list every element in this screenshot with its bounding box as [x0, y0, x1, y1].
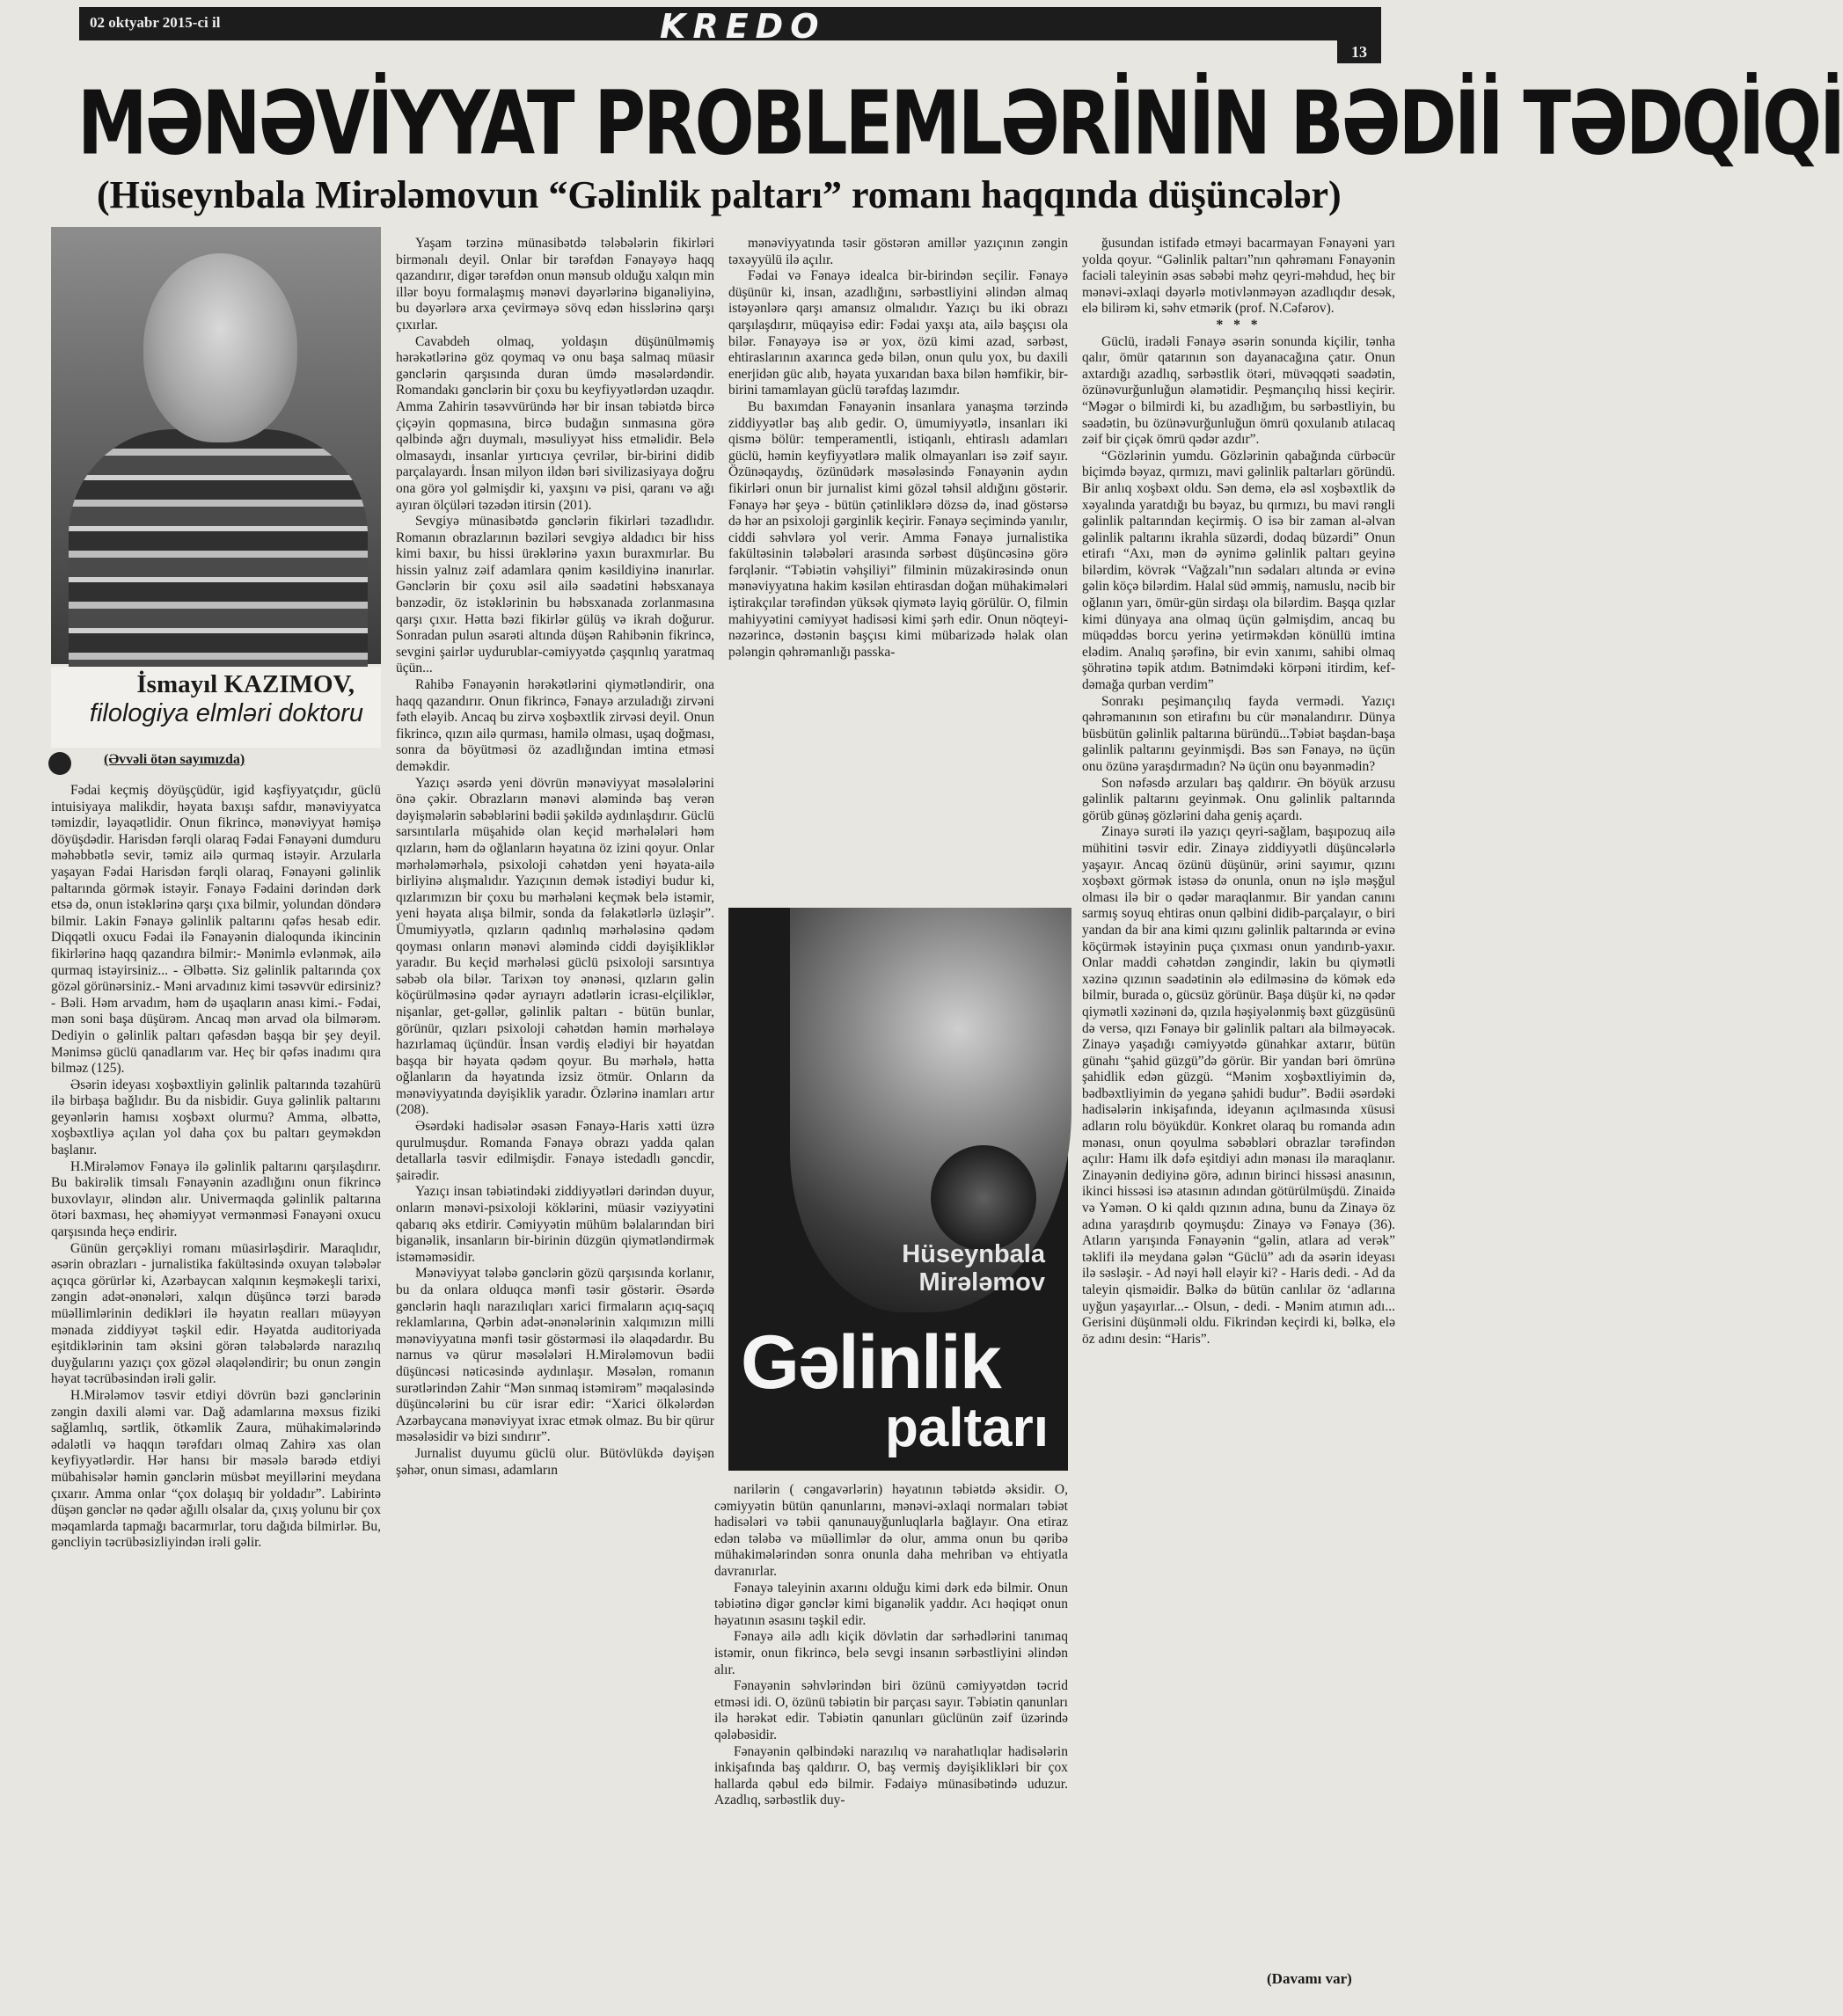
- paragraph: Yaşam tərzinə münasibətdə tələbələrin fikirləri birmənalı deyil. Onlar bir tərəfdən Fənayəyə haqq qazandırır, digər tərəfdən onun mənsub olduğu xalqın min illər boyu formalaşmış mənəvi dəyərlərinə biganəliyinə, bu dəyərlərə arxa çevirməyə sövq edən hisslərinə qarşı çıxırlar.: [396, 236, 714, 332]
- top-bar: [79, 7, 1381, 46]
- author-title: filologiya elmləri doktoru: [89, 699, 363, 727]
- paragraph: Fədai keçmiş döyüşçüdür, igid kəşfiyyatçıdır, güclü intuisiyaya malikdir, həyata baxışı safdır, mənəviyyatca təmizdir, ləyaqətlidir. Onun fikrincə, mənəviyyat həmişə döyüşdədir. Harisdən fərqli olaraq Fədai Fənayəni dumduru məhəbbətlə sevir, təmiz ailə qurmaq istəyir. Arzularla yaşayan Fədai Harisdən fərqli olaraq, Fənayəni gəlinlik paltarında görmək istəyir. Fənayə Fədaini dərindən dərk etsə də, onun istəklərinə qarşı çıxa bilmir, yolundan döndərə bilmir. Lakin Fənayə gəlinlik paltarını qəfəs hesab edir. Diqqətli oxucu Fədai ilə Fənayənin dialoqunda ikincinin fikirlərinə haqq qazandıra bilmir:- Mənimlə evlənmək, ailə qurmaq istəyirsiniz... - Əlbəttə. Siz gəlinlik paltarında çox gözəl görünərsiniz.- Məni arvadınız kimi təsəvvür edirsiniz? - Bəli. Həm arvadım, həm də uşaqların anası kimi.- Fədai, mən soni başa düşürəm. Ancaq mən arvad ola bilmərəm. Dediyin o gəlinlik paltarı qəfəsdən başqa bir şey deyil. Mənimsə güclü qanadlarım var. Heç bir qəfəs inadımı qıra bilməz (125).: [51, 783, 381, 1077]
- column-1: [51, 783, 381, 1970]
- author-sweater: [69, 429, 368, 676]
- paragraph: Günün gerçəkliyi romanı müasirləşdirir. Maraqlıdır, əsərin obrazları - jurnalistika fakültəsində oxuyan tələbələr açıqca görürlər ki, Azərbaycan xalqının keşməkeşli tarixi, zəngin adət-ənənələri, xalqın düşüncə tərzi barədə müəllimlərinin dedikləri ilə həyatın realları müəyyən mənada ziddiyyət təşkil edir. Həyatda auditoriyada eşitdiklərinin tam əksini görən tələbələrdə narazılıq duyğularını yazıçı çox gözəl əlaqələndirir; bu onun zəngin həyat təcrübəsindən irəli gəlir.: [51, 1240, 381, 1387]
- article-subheadline: (Hüseynbala Mirələmovun “Gəlinlik paltarı” romanı haqqında düşüncələr): [97, 173, 1342, 216]
- section-separator: * * *: [1216, 317, 1262, 332]
- author-face: [143, 253, 297, 442]
- paragraph: Zinayə surəti ilə yazıçı qeyri-sağlam, başıpozuq ailə mühitini təsvir edir. Zinayə ziddiyyətli düşüncələrlə yaşayır. Ancaq özünü düşünür, ərini sayımır, qızını xoşbəxt görmək istəsə də onunla, onun nə işlə məşğul olması ilə bir o qədər maraqlanmır. Bir yandan canını sarmış soyuq ehtiras onun qəlbini didib-parçalayır, o biri yandan da bir ana kimi qızını gəlinlik paltarında ər evinə köçürmək istəyinin puça çıxması onun yandırıb-yaxır. Onlar maddi cəhətdən zəngindir, lakin bu qiymətli xəzinə qızının səadətinin ələ edilməsinə də kömək edə bilmir, burada o, gücsüz görünür. Başa düşür ki, nə qədər qiymətli xəzinəni də, qızıla həşiyələnmiş bəxt güzgüsünü də versə, qızı Fənayə bir gəlinlik paltarı ala bilməyəcək. Zinayə yaşadığı cəmiyyətdə günahkar axtarır, bütün günahı “şahid güzgü”də görür. Bir yandan bəri ömrünə şahidlik edən güzgü. “Mənim xoşbəxtliyimin də, bədbəxtliyimin də yeganə şahidi budur”. Bədii əsərdəki hadisələrin inkişafında, ideyanın açılmasında xüsusi adların rolu böyükdür. Konkret olaraq bu romanda adın mənası, onun qoyulma səbəbləri obrazlar tərəfindən açılır: Hamı ilk dəfə eşitdiyi adın mənası ilə maraqlanır. Zinayənin dediyinə görə, adının birinci hissəsi anasının, ikinci hissəsi isə atasının adından götürülmüşdü. Zinaidə və Yəmən. O ki qaldı qızının adına, bunu da Zinayə öz adına yaraşdırıb qoymuşdu: Zinayə və Fənayə (36). Atların yarışında Fənayənin “gəlin, atlara ad verək” təklifi ilə meydana gələn “Güclü” adı da əsərin ideyası ilə səsləşir. - Ad nəyi həll eləyir ki? - Haris dedi. - Ad da taleyin qisməidir. Bəlkə də bütün canlılar öz ‘adlarına uyğun yaşayırlar...- Olsun, - dedi. - Mənim atımın adı... Gerisini düşünməli oldu. Fikrindən keçirdi ki, bəlkə, elə öz adını desin: “Haris”.: [1082, 824, 1395, 1347]
- column-3-bottom: [714, 1482, 1068, 1970]
- paragraph: Jurnalist duyumu güclü olur. Bütövlükdə dəyişən şəhər, onun siması, adamların: [396, 1445, 714, 1478]
- bullet-icon: [48, 752, 71, 775]
- column-2: [396, 236, 714, 1973]
- paragraph: “Gözlərinin yumdu. Gözlərinin qabağında cürbəcür biçimdə bəyaz, qırmızı, mavi gəlinlik paltarları göründü. Bir anlıq xoşbəxt oldu. Sən demə, elə əsl xoşbəxtlik də xəyalında yaratdığı bu bəyaz, bu qırmızı, bu mavi rəngli gəlinlik paltarından keçirmiş. O isə bir zaman al-əlvan gəlinlik paltarını ikrahla süzərdi, dodaq büzərdi” Onun etirafı “Axı, mən də əynimə gəlinlik paltarı geyinə bilərdim, kövrək “Vağzalı”nın sədaları altında ər evinə gəlin köçə bilərdim. Halal süd əmmiş, namuslu, nəcib bir oğlanın yarı, ömür-gün sirdaşı ola bilərdim. Başqa qızlar kimi dünyaya ana olmaq üçün gəlmişdim, ancaq bu müqəddəs borcu yerinə yetirməkdən könüllü imtina elədim. Analıq şərəfinə, bir evin xanımı, sahibi olmaq şöhrətinə təpik atdım. Bətnimdəki körpəni itirdim, kef-dəmağa qurban verdim”: [1082, 448, 1395, 693]
- paragraph: H.Mirələmov təsvir etdiyi dövrün bəzi gənclərinin zəngin daxili aləmi var. Dağ adamlarına məxsus fiziki sağlamlıq, sərtlik, ötkəmlik Zaura, mühakimələrində ədalətli və haqqın tərəfdarı olmaq Zahirə xas olan keyfiyyətlərdir. Hər hansı bir məsələ barədə etdiyi mübahisələr həmin gənclərin müsbət meyillərini meydana çıxarır. Amma onlar “çox dolaşıq bir yoldadır”. Labirintə düşən gənclər nə qədər ağıllı olsalar da, çıxış yolunu bir çox məqamlarda tapmağı bacarmırlar, toru dağıda bilmirlər. Bu, gəncliyin təcrübəsizliyindən irəli gəlir.: [51, 1387, 381, 1551]
- page-number: 13: [1337, 40, 1381, 63]
- book-title-line1: Gəlinlik: [741, 1320, 1000, 1405]
- book-cover-image: [728, 908, 1068, 1471]
- newspaper-logo: KREDO: [660, 7, 826, 46]
- paragraph: Fənayə ailə adlı kiçik dövlətin dar sərhədlərini tanımaq istəmir, onun fikrincə, belə sevgi insanın sərbəstliyini əlindən alır.: [714, 1629, 1068, 1677]
- book-title-line2: paltarı: [884, 1398, 1049, 1458]
- author-name: İsmayıl KAZIMOV,: [136, 670, 355, 698]
- column-4: [1082, 236, 1395, 1964]
- paragraph: Güclü, iradəli Fənayə əsərin sonunda kiçilir, tənha qalır, ömür qatarının son dayanacağına çatır. Onun axtardığı azadlıq, sərbəstlik ötəri, müvəqqəti səadətin, özünəvurğunluğun əlamətidir. Peşmançılıq hissi keçirir. “Məgər o bilmirdi ki, bu azadlığım, bu sərbəstliyin, bu səadətin, bu özünəvurğunluğun ömrü qoxulanıb atılacaq zəif bir çiçək ömrü qədər azdır”.: [1082, 333, 1395, 448]
- paragraph: H.Mirələmov Fənayə ilə gəlinlik paltarını qarşılaşdırır. Bu bakirəlik timsalı Fənayənin azadlığını onun fikrincə buxovlayır, əlindən alır. Univermaqda gəlinlik paltarına ötəri baxması, heç əhəmiyyət vermənməsi Fənayəni oxucu qarşısında heçə endirir.: [51, 1158, 381, 1240]
- continued-note: (Davamı var): [1267, 1970, 1352, 1987]
- book-author: Hüseynbala Mirələmov: [902, 1240, 1045, 1297]
- paragraph: Əsərin ideyası xoşbəxtliyin gəlinlik paltarında təzahürü ilə birbaşa bağlıdır. Bu da nisbidir. Guya gəlinlik paltarını geyənlərin hamısı xoşbəxt olurmu? Amma, əlbəttə, xoşbəxtliyə açılan yol daha çox bu paltarı geyməkdən başlanır.: [51, 1077, 381, 1158]
- paragraph: Mənəviyyat tələbə gənclərin gözü qarşısında korlanır, bu da onlara olduqca mənfi təsir göstərir. Əsərdə gənclərin haqlı narazılıqları xarici firmaların açıq-saçıq reklamlarına, Qərbin adət-ənənələrinin xalqımızın milli mənəviyyatına mənfi təsir göstərməsi ilə əlaqədardır. Bu narnus və qürur məsələləri H.Mirələmovun bədii düşüncəsi nəticəsində aydınlaşır. Məsələn, romanın surətlərindən Zahir “Mən sınmaq istəmirəm” məqaləsində düşüncələrini bu cür israr edir: “Xarici ölkələrdən Azərbaycana mənəviyyat ixrac etmək olmaz. Bu bir qürur məsələsidir və bizi sındırır”.: [396, 1266, 714, 1445]
- issue-date: 02 oktyabr 2015-ci il: [90, 14, 221, 31]
- paragraph: Fənayənin qəlbindəki narazılıq və narahatlıqlar hadisələrin inkişafında baş qaldırır. O, baş vermiş dəyişiklikləri bir çox hallarda qəbul edə bilmir. Fədaiyə münasibətində uduzur. Azadlıq, sərbəstlik duy-: [714, 1743, 1068, 1808]
- paragraph: Bu baxımdan Fənayənin insanlara yanaşma tərzində ziddiyyətlər baş alıb gedir. O, ümumiyyətlə, insanları iki qismə bölür: temperamentli, istiqanlı, ehtiraslı adamları güclü, həmin keyfiyyətlərə malik olmayanları isə zəif sayır. Özünəqaydış, özünüdərk məsələsində Fənayənin aydın fikirləri onun bir jurnalist kimi gözəl təhsil aldığını göstərir. Fənayə hər şeyə - bütün çətinliklərə dözsə də, inad göstərsə də hər an psixoloji gərginlik keçirir. Fənayə seçimində yanılır, ciddi səhvlərə yol verir. Amma Fənayə jurnalistika fakültəsinin tələbələri arasında sərbəst düşüncəsinə görə fərqlənir. “Təbiətin vəhşiliyi” filminin müzakirəsində onun mənəviyyatına hakim kəsilən ehtirasdan doğan mühakimələri iştirakçılar tərəfindən yüksək qiymətə layiq görülür. O, filmin mahiyyətini cəmiyyət hadisəsi kimi şərh edir. Onun nöqteyi-nəzərincə, dəstənin başçısı kimi mübarizədə həlak olan pələngin qəhrəmanlığı passka-: [728, 398, 1068, 660]
- cover-emblem: [931, 1145, 1036, 1251]
- paragraph: Rahibə Fənayənin hərəkətlərini qiymətləndirir, ona haqq qazandırır. Onun fikrincə, Fənayə arzuladığı zirvəni fəth eləyib. Ancaq bu zirvə xoşbəxtlik zirvəsi deyil. Onun fikrincə, qızın ailə qurması, hamilə olması, uşaq doğması, sonra da böyütməsi öz azadlığından imtina etməsi deməkdir.: [396, 677, 714, 774]
- paragraph: Yazıçı əsərdə yeni dövrün mənəviyyat məsələlərini önə çəkir. Obrazların mənəvi aləmində baş verən dəyişmələrin səbəblərini bədii şəkildə aydınlaşdırır. Güclü sarsıntılarla müşahidə olan keçid mərhələləri həm qızların, həm də oğlanların həyatına öz izini qoyur. Onlar mərhələmərhələ, psixoloji cəhətdən yeni həyata-ailə birliyinə alışmalıdır. Yazıçının demək istədiyi budur ki, qızlarımızın bir çoxu bu mərhələni keçmək belə istəmir, yeni həyata alışa bilmir, sonda da fəlakətlərlə üzləşir”. Ümumiyyətlə, qızların qadınlıq mərhələsinə qədəm qoyması onların mənəvi aləmində ciddi dəyişikliklər yaradır. Bu keçid mərhələsi güclü psixoloji sarsıntıya səbəb ola bilər. Tarixən toy ənənəsi, qızların gəlin köçürülməsinə qədər ayrıayrı adətlərin icrası-elçiliklər, nişanlar, get-gəllər, gəlinlik paltarı - bütün bunlar, görünür, qızları psixoloji cəhətdən həmin mərhələyə hazırlamaq üçündür. İnsan vərdiş elədiyi bir həyatdan başqa bir həyata qədəm qoyur. Bu mərhələ, hətta oğlanların da həyatında izsiz ötmür. Onların da mənəviyyatında dəyişiklik yaradır. Özlərinə inamları artır (208).: [396, 775, 714, 1118]
- paragraph: Əsərdəki hadisələr əsasən Fənayə-Haris xətti üzrə qurulmuşdur. Romanda Fənayə obrazı yadda qalan detallarla təsvir edilmişdir. Fənayə istedadlı gəncdir, şairədir.: [396, 1119, 714, 1183]
- paragraph: Sonrakı peşimançılıq fayda vermədi. Yazıçı qəhrəmanının son etirafını bu cür mənalandırır. Dünya büsbütün gəlinlik paltarına büründü...Təbiət başdan-başa gəlinlik paltarını geyinmişdi. Bəs sən Fənayə, nə üçün onu özünə yaraşdırmadın? Nə üçün onu bəyənmədin?: [1082, 693, 1395, 774]
- paragraph: Sevgiyə münasibətdə gənclərin fikirləri təzadlıdır. Romanın obrazlarının bəziləri sevgiyə aldadıcı bir hiss kimi baxır, bu hissi ürəklərinə yaxın buraxmırlar. Bu hissin yalnız zəif adamlara qənim kəsildiyinə inanırlar. Gənclərin bir çoxu əsil ailə səadətini həbsxanaya bənzədir, öz istəklərinin bu həbsxanada zorlanmasına qarşı çıxır. Hətta bəzi fikirlər gülüş və ikrah doğurur. Sonradan pulun əsarəti altında düşən Rahibənin fikrincə, sevgini şairlər uydurublar-cəmiyyətdə çaşqınlıq yaratmaq üçün...: [396, 514, 714, 676]
- article-headline: MƏNƏVİYYAT PROBLEMLƏRİNİN BƏDİİ TƏDQİQİ: [77, 72, 1843, 175]
- paragraph: mənəviyyatında təsir göstərən amillər yazıçının zəngin təxəyyülü ilə açılır.: [728, 236, 1068, 267]
- paragraph: Son nəfəsdə arzuları baş qaldırır. Ən böyük arzusu gəlinlik paltarını geyinmək. Onu gəlinlik paltarında görüb günəş gözlərini daha geniş açardı.: [1082, 775, 1395, 823]
- previous-issue-note: (Əvvəli ötən sayımızda): [104, 752, 245, 767]
- author-caption: [51, 667, 381, 748]
- paragraph: Fənayə taleyinin axarını olduğu kimi dərk edə bilmir. Onun təbiətinə digər gənclər kimi biganəlik yaddır. Acı həqiqət onun həyatının əsasını təşkil edir.: [714, 1580, 1068, 1628]
- paragraph: Fədai və Fənayə idealca bir-birindən seçilir. Fənayə düşünür ki, insan, azadlığını, sərbəstliyini əlindən almaq istəyənlərə qarşı amansız olmalıdır. Yazıçı bu iki obrazı qarşılaşdırır, müqayisə edir: Fədai yaxşı ata, ailə başçısı ola bilər. Fənayəyə isə ər yox, özü kimi azad, sərbəst, ehtiraslarının axarınca gedə bilən, onun qulu yox, bu daxili enerjidən güc alıb, həyata yuxarıdan baxa bilən həmfikir, bir-birini tamamlayan güclü tərəfdaş lazımdır.: [728, 268, 1068, 398]
- paragraph: Cavabdeh olmaq, yoldaşın düşünülməmiş hərəkətlərinə göz qoymaq və onu başa salmaq müasir gənclərin qarşısında duran ümdə məsələrdəndir. Romandakı gənclərin bir çoxu bu keyfiyyətlərdən uzaqdır. Amma Zahirin təsəvvüründə hər bir insan təbiətdə bircə çiçəyin qopmasına, bircə budağın sınmasına görə qəlbində ağrı duymalı, məsuliyyət hiss etməlidir. Belə olmasaydı, insanlar yırtıcıya çevrilər, bir-birini didib parçalayardı. İnsan milyon ildən bəri sivilizasiyaya doğru ona görə yol gəlmişdir ki, yaxşını və pisi, qaranı və ağı ayıran ölçüləri təzədən itirsin (201).: [396, 333, 714, 513]
- paragraph: ğusundan istifadə etməyi bacarmayan Fənayəni yarı yolda qoyur. “Gəlinlik paltarı”nın qəhrəmanı Fənayənin faciəli taleyinin əsas səbəbi məhz qeyri-məhdud, heç bir mənəvi-əxlaqi dəyərlə motivlənməyən azadlıqdır desək, elə bilirəm ki, səhv etmərik (prof. N.Cəfərov).: [1082, 236, 1395, 317]
- paragraph: Fənayənin səhvlərindən biri özünü cəmiyyətdən təcrid etməsi idi. O, özünü təbiətin bir parçası sayır. Təbiətin qanunları ilə hərəkət edir. Təbiətin qanunları güclünün zəif üzərində qələbəsidir.: [714, 1678, 1068, 1742]
- paragraph: Yazıçı insan təbiətindəki ziddiyyətləri dərindən duyur, onların mənəvi-psixoloji köklərini, müasir vəziyyətini qabarıq əks etdirir. Cəmiyyətin mühüm bəlalarından biri biganəlik, insanların bir-birinin düzgün qiymətləndirmək istəməməsidir.: [396, 1184, 714, 1265]
- paragraph: narilərin ( cəngavərlərin) həyatının təbiətdə əksidir. O, cəmiyyətin bütün qanunlarını, mənəvi-əxlaqi normaları təbiət hadisələri və təbii qanunauyğunluqlarla bağlayır. Ona etiraz edən tələbə və müəllimlər də olur, amma onun bu qəribə mühakimələrindən sonra onunla daha mehriban və ehtiyatla davranırlar.: [714, 1482, 1068, 1579]
- column-3-top: [728, 236, 1068, 901]
- author-photo: [51, 227, 381, 664]
